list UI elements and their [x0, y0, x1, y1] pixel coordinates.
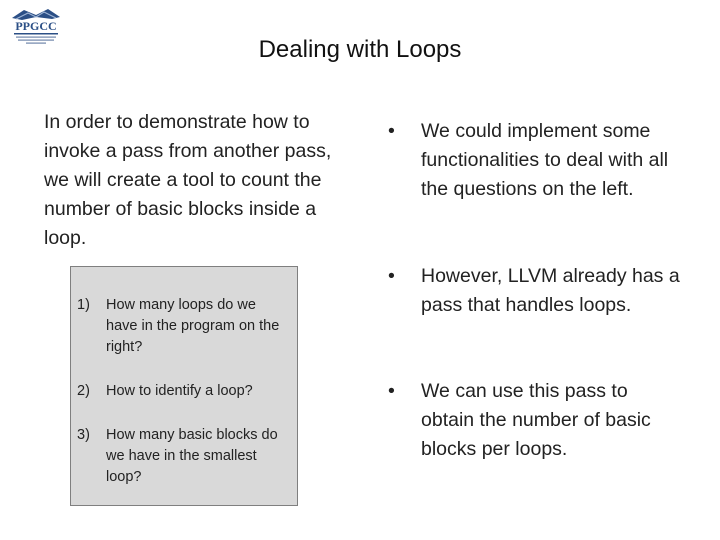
bullet-text: We could implement some functionalities to deal with all the questions on the left.	[421, 120, 669, 200]
bullet-marker: •	[388, 265, 395, 287]
bullet-text: We can use this pass to obtain the number of basic blocks per loops.	[421, 380, 651, 460]
question-text: How to identify a loop?	[106, 383, 253, 399]
bullet-item	[384, 117, 684, 204]
bullet-marker: •	[388, 380, 395, 402]
slide-title: Dealing with Loops	[258, 36, 462, 63]
question-item	[77, 295, 291, 358]
questions-box	[70, 266, 298, 506]
question-number: 1)	[77, 297, 90, 313]
question-text: How many loops do we have in the program on the right?	[106, 297, 280, 355]
svg-text:PPGCC: PPGCC	[15, 19, 57, 33]
question-number: 2)	[77, 383, 90, 399]
question-number: 3)	[77, 427, 90, 443]
bullet-item	[384, 377, 684, 464]
intro-paragraph: In order to demonstrate how to invoke a pass from another pass, we will create a tool to count the number of basic blocks inside a loop.	[44, 111, 332, 249]
bullet-item	[384, 262, 684, 320]
question-text: How many basic blocks do we have in the smallest loop?	[106, 427, 278, 485]
bullet-text: However, LLVM already has a pass that handles loops.	[421, 265, 680, 316]
question-item	[77, 425, 291, 488]
bullet-marker: •	[388, 120, 395, 142]
question-item	[77, 381, 291, 402]
